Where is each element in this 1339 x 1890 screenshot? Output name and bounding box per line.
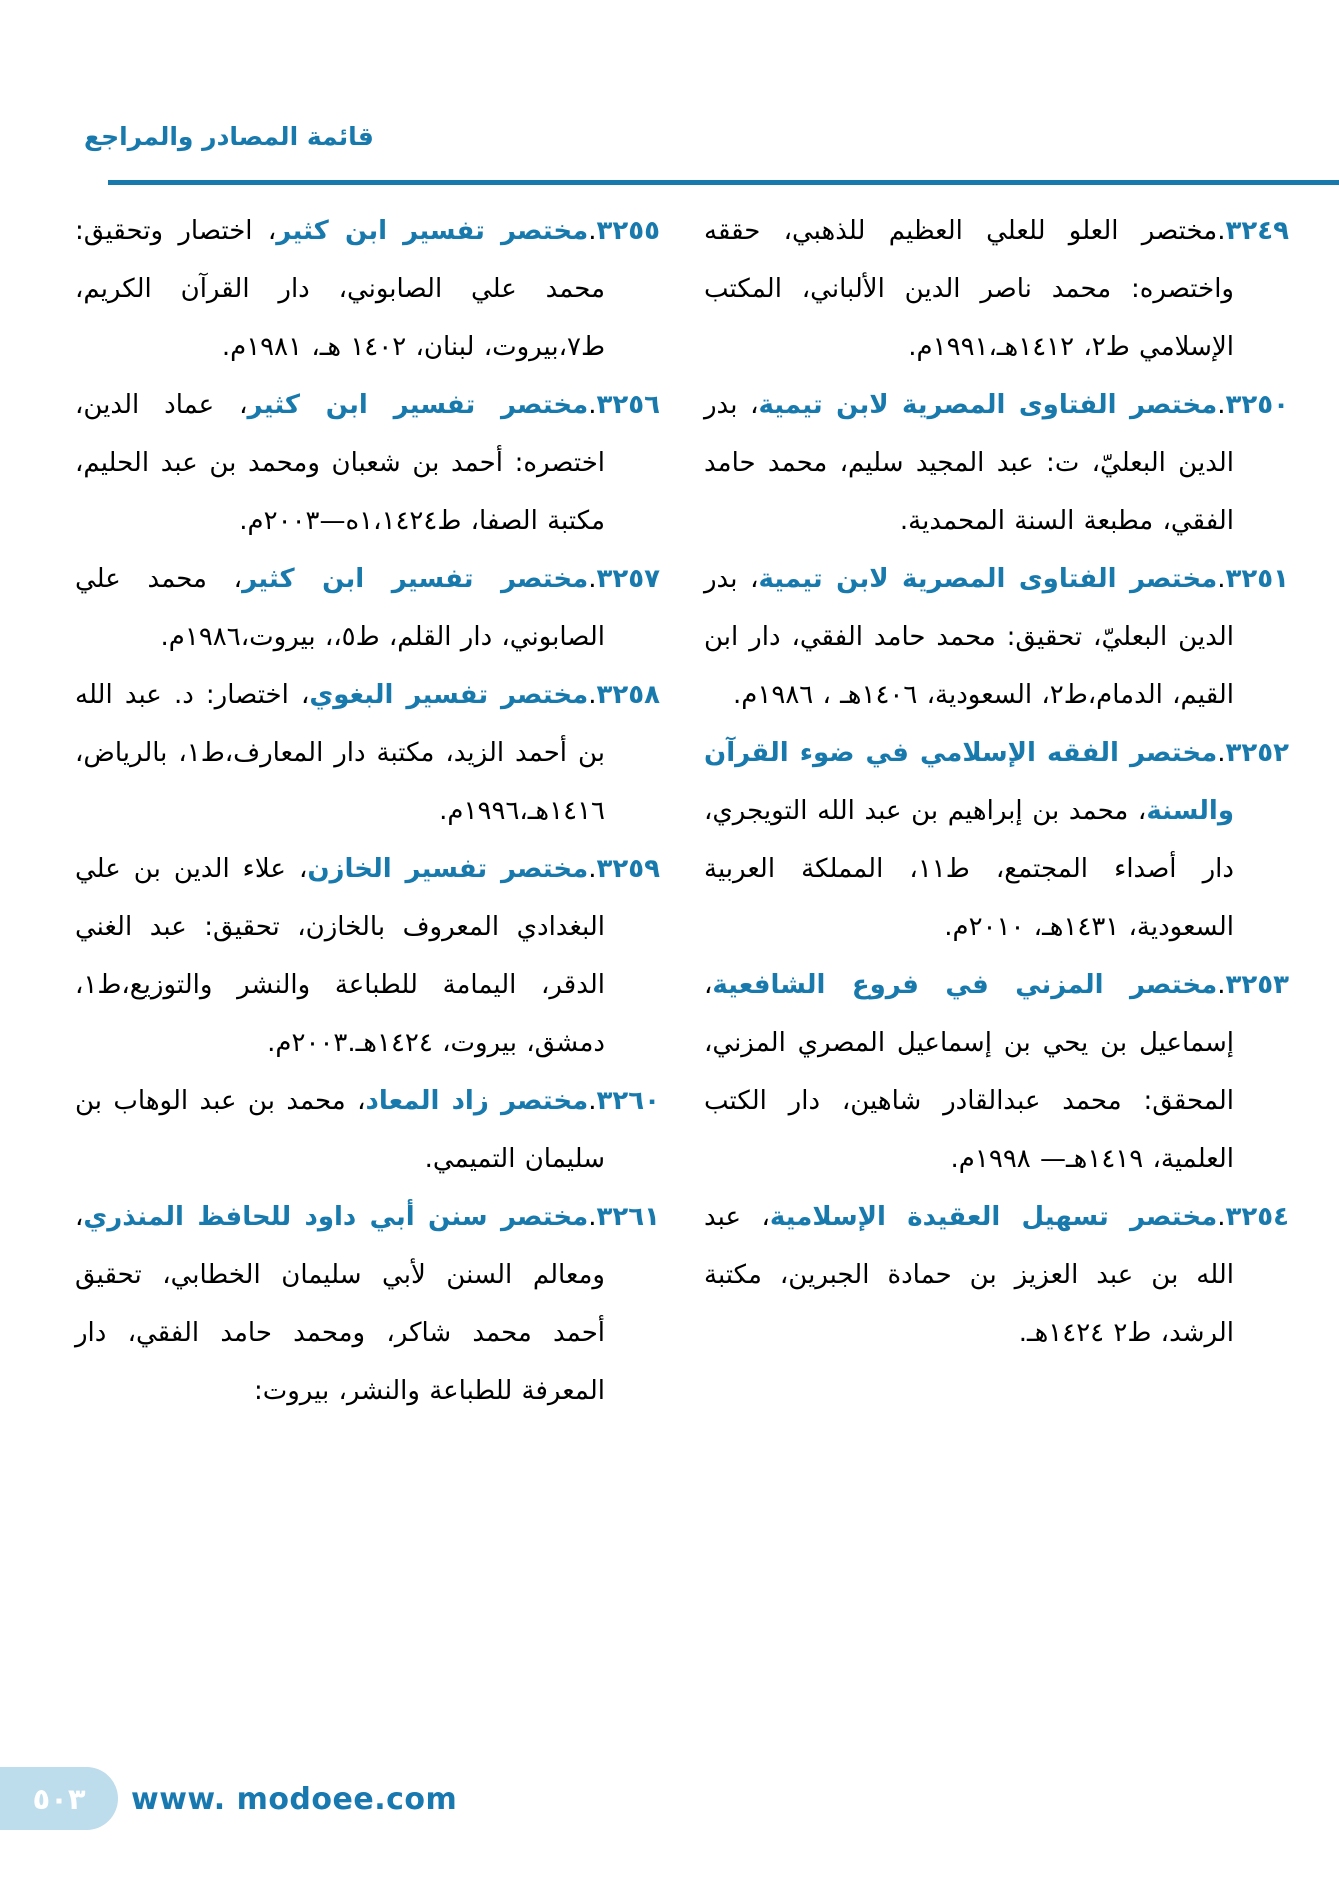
- entry-number-dot: .: [588, 564, 597, 594]
- reference-entry: [704, 202, 1289, 376]
- reference-entry: [75, 202, 660, 376]
- entry-body: ، محمد علي الصابوني، دار القلم، ط٥،، بيروت،١٩٨٦م.: [75, 564, 605, 652]
- reference-entry: [75, 376, 660, 550]
- entry-title: مختصر الفتاوى المصرية لابن تيمية: [758, 564, 1218, 594]
- reference-entry: [704, 550, 1289, 724]
- entry-number-dot: .: [588, 854, 597, 884]
- entry-body: ، اختصار: د. عبد الله بن أحمد الزيد، مكتبة دار المعارف،ط١، بالرياض، ١٤١٦هـ،١٩٩٦م.: [75, 680, 605, 826]
- entry-number-dot: .: [588, 216, 597, 246]
- entry-number: ٣٢٥١: [1225, 564, 1289, 594]
- entry-body: للذهبي، حققه واختصره: محمد ناصر الدين الألباني، المكتب الإسلامي ط٢، ١٤١٢هـ،١٩٩١م.: [704, 216, 1234, 362]
- entry-number: ٣٢٥٧: [596, 564, 660, 594]
- entry-title: مختصر الفقه الإسلامي في ضوء القرآن والسنة: [704, 738, 1234, 826]
- reference-entry: [704, 956, 1289, 1188]
- entry-number: ٣٢٥٤: [1225, 1202, 1289, 1232]
- entry-body: ، عبد الله بن عبد العزيز بن حمادة الجبرين، مكتبة الرشد، ط٢ ١٤٢٤هـ.: [704, 1202, 1234, 1348]
- header-divider: [108, 180, 1339, 185]
- entry-number: ٣٢٥٥: [596, 216, 660, 246]
- entry-number-dot: .: [1217, 1202, 1226, 1232]
- entry-number: ٣٢٦١: [596, 1202, 660, 1232]
- entry-title: مختصر تسهيل العقيدة الإسلامية: [769, 1202, 1218, 1232]
- references-list: [75, 202, 1289, 1772]
- entry-number: ٣٢٥٦: [596, 390, 660, 420]
- entry-title: مختصر تفسير ابن كثير: [242, 564, 589, 594]
- entry-number-dot: .: [1217, 738, 1226, 768]
- page-number-badge: [0, 1767, 118, 1830]
- entry-number: ٣٢٥٣: [1225, 970, 1289, 1000]
- entry-number: ٣٢٤٩: [1225, 216, 1289, 246]
- entry-number-dot: .: [1217, 216, 1226, 246]
- entry-number: ٣٢٦٠: [596, 1086, 660, 1116]
- page-number: ٥٠٣: [32, 1781, 86, 1816]
- reference-entry: [704, 376, 1289, 550]
- entry-title: مختصر تفسير البغوي: [309, 680, 589, 710]
- entry-number-dot: .: [1217, 390, 1226, 420]
- entry-number: ٣٢٥٩: [596, 854, 660, 884]
- reference-entry: [704, 1188, 1289, 1362]
- reference-entry: [75, 1188, 660, 1420]
- page-title: قائمة المصادر والمراجع: [84, 122, 374, 151]
- column-right: [704, 202, 1289, 1772]
- reference-entry: [704, 724, 1289, 956]
- entry-number-dot: .: [588, 390, 597, 420]
- entry-number-dot: .: [588, 1086, 597, 1116]
- entry-body: ، ومعالم السنن لأبي سليمان الخطابي، تحقيق أحمد محمد شاكر، ومحمد حامد الفقي، دار المعرفة للطباعة والنشر، بيروت:: [75, 1202, 605, 1406]
- reference-entry: [75, 550, 660, 666]
- entry-body: ، بدر الدين البعليّ، ت: عبد المجيد سليم، محمد حامد الفقي، مطبعة السنة المحمدية.: [704, 390, 1234, 536]
- entry-number: ٣٢٥٠: [1225, 390, 1289, 420]
- column-left: [75, 202, 660, 1772]
- entry-number-dot: .: [588, 680, 597, 710]
- entry-body: ، عماد الدين، اختصره: أحمد بن شعبان ومحمد بن عبد الحليم، مكتبة الصفا، ط١،١٤٢٤ه—٢٠٠٣م.: [75, 390, 605, 536]
- entry-title: مختصر زاد المعاد: [365, 1086, 589, 1116]
- website-url: www. modoee.com: [131, 1782, 458, 1817]
- reference-entry: [75, 840, 660, 1072]
- reference-entry: [75, 666, 660, 840]
- entry-number: ٣٢٥٢: [1225, 738, 1289, 768]
- entry-title: مختصر سنن أبي داود للحافظ المنذري: [83, 1202, 589, 1232]
- entry-body: ، إسماعيل بن يحي بن إسماعيل المصري المزني، المحقق: محمد عبدالقادر شاهين، دار الكتب العلمية، ١٤١٩هـ— ١٩٩٨م.: [704, 970, 1234, 1174]
- entry-title: مختصر الفتاوى المصرية لابن تيمية: [758, 390, 1218, 420]
- entry-body: ، محمد بن إبراهيم بن عبد الله التويجري، دار أصداء المجتمع، ط١١، المملكة العربية السعودية، ١٤٣١هـ، ٢٠١٠م.: [704, 796, 1234, 942]
- reference-entry: [75, 1072, 660, 1188]
- entry-body: ، بدر الدين البعليّ، تحقيق: محمد حامد الفقي، دار ابن القيم، الدمام،ط٢، السعودية، ١٤٠٦هـ ، ١٩٨٦م.: [704, 564, 1234, 710]
- entry-body: ، محمد بن عبد الوهاب بن سليمان التميمي.: [75, 1086, 605, 1174]
- entry-title: مختصر تفسير ابن كثير: [276, 216, 589, 246]
- entry-number: ٣٢٥٨: [596, 680, 660, 710]
- entry-number-dot: .: [1217, 970, 1226, 1000]
- entry-number-dot: .: [588, 1202, 597, 1232]
- entry-number-dot: .: [1217, 564, 1226, 594]
- entry-title: مختصر تفسير ابن كثير: [247, 390, 589, 420]
- entry-title: مختصر العلو للعلي العظيم: [888, 216, 1218, 246]
- entry-title: مختصر تفسير الخازن: [307, 854, 589, 884]
- entry-body: ، علاء الدين بن علي البغدادي المعروف بالخازن، تحقيق: عبد الغني الدقر، اليمامة للطباعة والنشر والتوزيع،ط١، دمشق، بيروت، ١٤٢٤هـ.٢٠٠٣م.: [75, 854, 605, 1058]
- entry-title: مختصر المزني في فروع الشافعية: [712, 970, 1218, 1000]
- entry-body: ، اختصار وتحقيق: محمد علي الصابوني، دار القرآن الكريم، ط٧،بيروت، لبنان، ١٤٠٢ هـ، ١٩٨١م.: [75, 216, 605, 362]
